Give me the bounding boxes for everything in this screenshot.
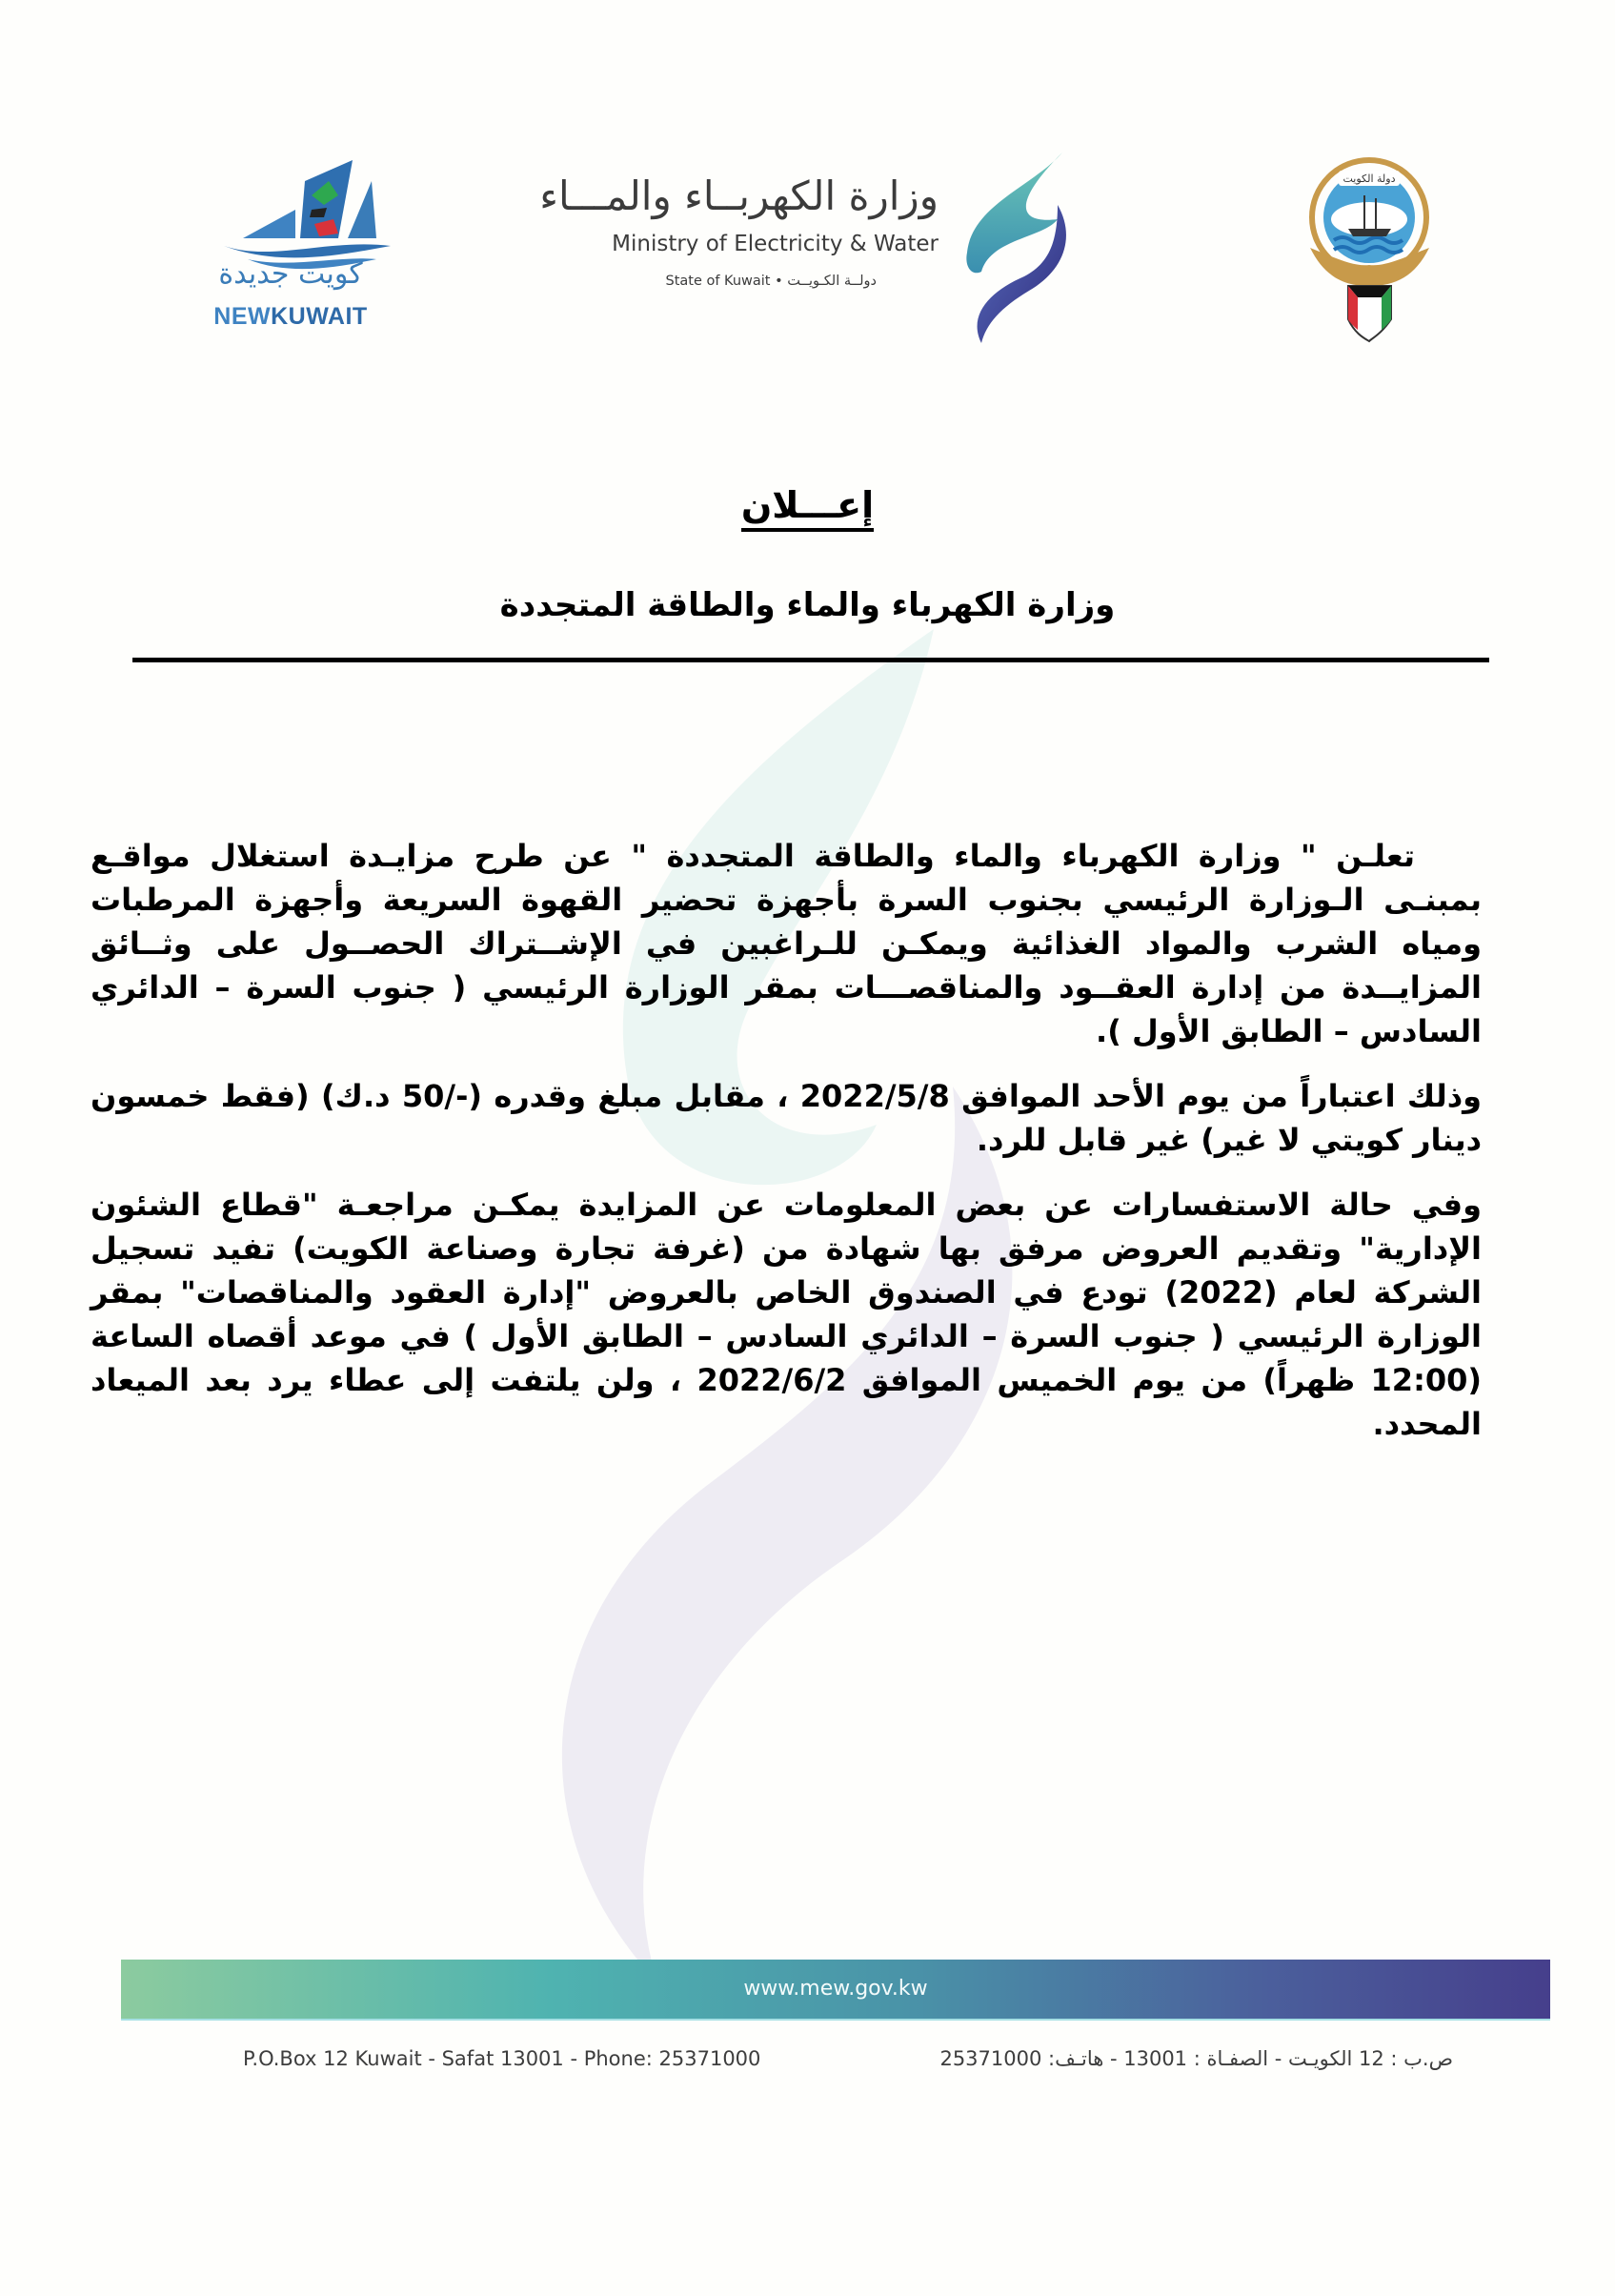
title-divider — [132, 658, 1489, 662]
footer-website-link[interactable]: www.mew.gov.kw — [743, 1977, 928, 2001]
announcement-title-text: إعـــلان — [741, 484, 874, 532]
footer-address-arabic: ص.ب : 12 الكويـت - الصفـاة : 13001 - هاتـف: 25371000 — [939, 2047, 1453, 2070]
announcement-title — [0, 481, 1615, 529]
emblem-label: دولة الكويت — [1342, 173, 1396, 185]
newkuwait-new: NEW — [213, 303, 272, 330]
newkuwait-arabic-text: كويت جديدة — [218, 257, 363, 291]
paragraph-submission-instructions: وفي حالة الاستفسارات عن بعض المعلومات عن المزايدة يمكـن مراجعـة "قطاع الشئون الإدارية" وتقديم العروض مرفق بها شهادة من (غرفة تجارة وصناعة الكويت) تفيد تسجيل الشركة لعام (2022) تودع في الصندوق الخاص بالعروض "إدارة العقود والمناقصات" بمقر الوزارة الرئيسي ( جنوب السرة – الدائري السادس – الطابق الأول ) في موعد أقصاه الساعة (12:00 ظهراً) من يوم الخميس الموافق 2022/6/2 ، ولن يلتفت إلى عطاء يرد بعد الميعاد المحدد. — [91, 1187, 1483, 1442]
ministry-state-line: State of Kuwait • دولــة الكـويــت — [665, 274, 877, 289]
issuer-title: وزارة الكهرباء والماء والطاقة المتجددة — [499, 586, 1116, 624]
kuwait-state-emblem — [1305, 152, 1434, 343]
paragraph-auction-announcement: تعلـن " وزارة الكهرباء والماء والطاقة المتجددة " عن طرح مزايـدة استغلال مواقـع بمبنـى الـوزارة الرئيسي بجنوب السرة بأجهزة تحضير القهوة السريعة وأجهزة المرطبات ومياه الشرب والمواد الغذائية ويمكـن للـراغبين في الإشــتراك الحصــول على وثــائق المزايــدة من إدارة العقــود والمناقصـــات بمقر الوزارة الرئيسي ( جنوب السرة – الدائري السادس – الطابق الأول ). — [91, 838, 1482, 1049]
newkuwait-english-text — [195, 301, 386, 332]
announcement-body — [91, 834, 1482, 1467]
ministry-symbol-icon — [953, 148, 1077, 348]
newkuwait-kuwait: KUWAIT — [271, 303, 368, 330]
ministry-english-name: Ministry of Electricity & Water — [612, 232, 939, 256]
ministry-arabic-name: وزارة الكهربــاء والمـــاء — [539, 173, 939, 219]
paragraph-document-fee: وذلك اعتباراً من يوم الأحد الموافق 2022/5/8 ، مقابل مبلغ وقدره (-/50 د.ك) (فقط خمسون دينار كويتي لا غير) غير قابل للرد. — [91, 1078, 1483, 1158]
footer-address-english: P.O.Box 12 Kuwait - Safat 13001 - Phone: 25371000 — [243, 2047, 761, 2070]
